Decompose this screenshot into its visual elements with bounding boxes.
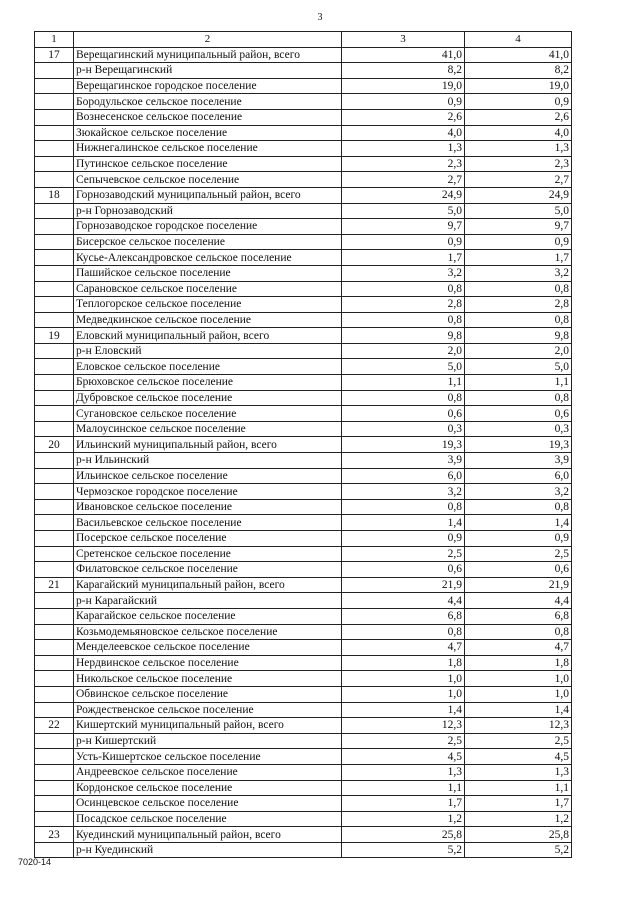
row-value-3: 2,3 [342, 156, 465, 172]
table-row [35, 842, 572, 858]
row-value-4: 3,2 [465, 484, 572, 500]
row-value-3: 41,0 [342, 47, 465, 63]
row-number [35, 515, 74, 531]
row-value-4: 1,4 [465, 702, 572, 718]
row-value-4: 9,8 [465, 328, 572, 344]
row-name: Ильинское сельское поселение [74, 468, 342, 484]
row-number: 22 [35, 718, 74, 734]
row-value-3: 1,4 [342, 515, 465, 531]
row-name: р-н Горнозаводский [74, 203, 342, 219]
row-value-3: 1,0 [342, 686, 465, 702]
table-row [35, 499, 572, 515]
row-number [35, 250, 74, 266]
table-row [35, 608, 572, 624]
row-value-4: 1,7 [465, 250, 572, 266]
row-value-3: 1,1 [342, 780, 465, 796]
row-value-4: 3,2 [465, 265, 572, 281]
table-row [35, 234, 572, 250]
row-value-3: 5,0 [342, 203, 465, 219]
table-row [35, 156, 572, 172]
table-row [35, 640, 572, 656]
table-row [35, 593, 572, 609]
table-row [35, 406, 572, 422]
row-name: Куединский муниципальный район, всего [74, 827, 342, 843]
row-value-4: 0,8 [465, 312, 572, 328]
row-value-3: 0,8 [342, 312, 465, 328]
row-value-4: 2,5 [465, 733, 572, 749]
row-value-4: 21,9 [465, 577, 572, 593]
row-number [35, 499, 74, 515]
row-value-3: 2,7 [342, 172, 465, 188]
row-name: Вознесенское сельское поселение [74, 109, 342, 125]
row-number [35, 78, 74, 94]
row-name: Еловское сельское поселение [74, 359, 342, 375]
row-name: Горнозаводский муниципальный район, всего [74, 187, 342, 203]
row-name: Обвинское сельское поселение [74, 686, 342, 702]
row-value-3: 24,9 [342, 187, 465, 203]
row-name: Васильевское сельское поселение [74, 515, 342, 531]
row-number [35, 640, 74, 656]
row-value-4: 0,3 [465, 421, 572, 437]
table-row [35, 796, 572, 812]
row-value-3: 4,7 [342, 640, 465, 656]
row-name: р-н Ильинский [74, 453, 342, 469]
row-value-3: 0,8 [342, 390, 465, 406]
row-value-4: 0,8 [465, 499, 572, 515]
table-row [35, 562, 572, 578]
row-name: Сарановское сельское поселение [74, 281, 342, 297]
row-name: Еловский муниципальный район, всего [74, 328, 342, 344]
row-value-4: 3,9 [465, 453, 572, 469]
row-value-4: 0,8 [465, 390, 572, 406]
table-row [35, 281, 572, 297]
row-value-4: 1,8 [465, 655, 572, 671]
row-value-3: 0,6 [342, 562, 465, 578]
table-row [35, 328, 572, 344]
table-row [35, 63, 572, 79]
row-value-4: 8,2 [465, 63, 572, 79]
row-name: Рождественское сельское поселение [74, 702, 342, 718]
row-value-4: 0,9 [465, 234, 572, 250]
row-value-4: 0,9 [465, 531, 572, 547]
table-row [35, 343, 572, 359]
row-value-3: 3,2 [342, 484, 465, 500]
row-value-4: 4,0 [465, 125, 572, 141]
row-value-3: 1,3 [342, 764, 465, 780]
row-value-3: 0,8 [342, 624, 465, 640]
row-value-4: 1,0 [465, 671, 572, 687]
row-number [35, 94, 74, 110]
row-value-4: 41,0 [465, 47, 572, 63]
row-value-4: 5,0 [465, 359, 572, 375]
row-value-3: 5,2 [342, 842, 465, 858]
row-value-3: 2,0 [342, 343, 465, 359]
row-name: Зюкайское сельское поселение [74, 125, 342, 141]
column-header-name: 2 [74, 32, 342, 48]
row-number [35, 156, 74, 172]
row-name: Бородульское сельское поселение [74, 94, 342, 110]
row-number [35, 484, 74, 500]
row-number [35, 531, 74, 547]
table-row [35, 47, 572, 63]
row-value-3: 5,0 [342, 359, 465, 375]
table-row [35, 250, 572, 266]
row-value-4: 19,0 [465, 78, 572, 94]
row-value-4: 2,6 [465, 109, 572, 125]
row-value-3: 9,8 [342, 328, 465, 344]
row-number [35, 219, 74, 235]
row-name: Кордонское сельское поселение [74, 780, 342, 796]
table-row [35, 733, 572, 749]
table-row [35, 702, 572, 718]
table-row [35, 718, 572, 734]
table-row [35, 203, 572, 219]
table-row [35, 312, 572, 328]
table-row [35, 827, 572, 843]
row-value-3: 3,2 [342, 265, 465, 281]
table-row [35, 546, 572, 562]
row-number: 17 [35, 47, 74, 63]
row-value-4: 6,0 [465, 468, 572, 484]
table-row [35, 172, 572, 188]
row-name: Осинцевское сельское поселение [74, 796, 342, 812]
row-value-3: 12,3 [342, 718, 465, 734]
row-number [35, 141, 74, 157]
row-name: Нердвинское сельское поселение [74, 655, 342, 671]
row-name: Карагайское сельское поселение [74, 608, 342, 624]
row-value-4: 0,9 [465, 94, 572, 110]
row-value-4: 6,8 [465, 608, 572, 624]
row-number [35, 702, 74, 718]
row-value-4: 4,4 [465, 593, 572, 609]
row-value-4: 1,3 [465, 141, 572, 157]
row-number [35, 733, 74, 749]
row-value-4: 0,6 [465, 406, 572, 422]
row-number [35, 343, 74, 359]
row-number [35, 562, 74, 578]
row-number [35, 453, 74, 469]
table-row [35, 297, 572, 313]
table-row [35, 686, 572, 702]
row-number: 21 [35, 577, 74, 593]
table-row [35, 125, 572, 141]
row-number: 19 [35, 328, 74, 344]
row-name: Сепычевское сельское поселение [74, 172, 342, 188]
row-number [35, 468, 74, 484]
row-number [35, 608, 74, 624]
table-row [35, 764, 572, 780]
row-name: Верещагинское городское поселение [74, 78, 342, 94]
row-value-3: 2,6 [342, 109, 465, 125]
table-row [35, 78, 572, 94]
table-row [35, 141, 572, 157]
row-value-3: 19,3 [342, 437, 465, 453]
row-name: Путинское сельское поселение [74, 156, 342, 172]
row-value-3: 1,8 [342, 655, 465, 671]
row-number [35, 125, 74, 141]
row-value-3: 1,2 [342, 811, 465, 827]
row-value-4: 4,5 [465, 749, 572, 765]
row-value-3: 2,8 [342, 297, 465, 313]
row-number [35, 780, 74, 796]
row-value-3: 8,2 [342, 63, 465, 79]
row-value-3: 1,3 [342, 141, 465, 157]
row-value-4: 1,0 [465, 686, 572, 702]
row-name: Кишертский муниципальный район, всего [74, 718, 342, 734]
row-name: Пашийское сельское поселение [74, 265, 342, 281]
row-value-4: 4,7 [465, 640, 572, 656]
column-header-value-4: 4 [465, 32, 572, 48]
table-row [35, 624, 572, 640]
table-row [35, 265, 572, 281]
row-name: Дубровское сельское поселение [74, 390, 342, 406]
row-name: Медведкинское сельское поселение [74, 312, 342, 328]
row-name: Козьмодемьяновское сельское поселение [74, 624, 342, 640]
table-row [35, 515, 572, 531]
row-value-3: 4,5 [342, 749, 465, 765]
row-value-3: 3,9 [342, 453, 465, 469]
row-number [35, 297, 74, 313]
row-value-3: 0,6 [342, 406, 465, 422]
row-number [35, 421, 74, 437]
table-row [35, 390, 572, 406]
row-value-4: 1,4 [465, 515, 572, 531]
table-row [35, 421, 572, 437]
row-value-3: 1,1 [342, 375, 465, 391]
row-number [35, 203, 74, 219]
row-number [35, 63, 74, 79]
row-name: Посадское сельское поселение [74, 811, 342, 827]
row-value-4: 1,1 [465, 375, 572, 391]
row-value-3: 1,7 [342, 250, 465, 266]
table-row [35, 531, 572, 547]
row-number [35, 842, 74, 858]
table-row [35, 780, 572, 796]
row-value-4: 2,0 [465, 343, 572, 359]
row-number [35, 359, 74, 375]
page-number: 3 [317, 12, 323, 23]
row-name: р-н Еловский [74, 343, 342, 359]
row-value-3: 0,9 [342, 234, 465, 250]
row-number [35, 406, 74, 422]
column-header-value-3: 3 [342, 32, 465, 48]
table-header-row [35, 32, 572, 48]
table-row [35, 375, 572, 391]
table-row [35, 577, 572, 593]
row-value-3: 4,0 [342, 125, 465, 141]
table-row [35, 109, 572, 125]
row-number [35, 686, 74, 702]
table-row [35, 187, 572, 203]
row-name: Горнозаводское городское поселение [74, 219, 342, 235]
table-row [35, 219, 572, 235]
table-row [35, 359, 572, 375]
row-number [35, 624, 74, 640]
document-code: 7020-14 [18, 857, 52, 867]
table-row [35, 94, 572, 110]
row-name: Чермозское городское поселение [74, 484, 342, 500]
row-value-4: 0,8 [465, 281, 572, 297]
row-value-3: 21,9 [342, 577, 465, 593]
row-number [35, 546, 74, 562]
row-name: Ивановское сельское поселение [74, 499, 342, 515]
row-value-3: 2,5 [342, 546, 465, 562]
row-value-4: 2,3 [465, 156, 572, 172]
row-number: 23 [35, 827, 74, 843]
row-name: р-н Куединский [74, 842, 342, 858]
table-row [35, 749, 572, 765]
row-number [35, 671, 74, 687]
row-number [35, 234, 74, 250]
row-name: Сугановское сельское поселение [74, 406, 342, 422]
row-number: 18 [35, 187, 74, 203]
row-value-4: 1,7 [465, 796, 572, 812]
row-value-4: 2,7 [465, 172, 572, 188]
row-value-3: 25,8 [342, 827, 465, 843]
row-value-3: 0,9 [342, 94, 465, 110]
row-value-3: 9,7 [342, 219, 465, 235]
row-value-3: 0,9 [342, 531, 465, 547]
row-value-4: 2,8 [465, 297, 572, 313]
row-name: Филатовское сельское поселение [74, 562, 342, 578]
row-value-4: 12,3 [465, 718, 572, 734]
row-number [35, 593, 74, 609]
table-row [35, 811, 572, 827]
row-value-3: 19,0 [342, 78, 465, 94]
row-name: Менделеевское сельское поселение [74, 640, 342, 656]
row-name: Никольское сельское поселение [74, 671, 342, 687]
row-number [35, 796, 74, 812]
row-value-3: 0,8 [342, 281, 465, 297]
table-row [35, 655, 572, 671]
budget-table [34, 31, 572, 858]
row-number [35, 764, 74, 780]
row-name: Андреевское сельское поселение [74, 764, 342, 780]
row-value-3: 1,0 [342, 671, 465, 687]
row-value-3: 0,8 [342, 499, 465, 515]
row-name: Сретенское сельское поселение [74, 546, 342, 562]
row-name: р-н Верещагинский [74, 63, 342, 79]
row-number [35, 811, 74, 827]
table-row [35, 453, 572, 469]
row-name: Верещагинский муниципальный район, всего [74, 47, 342, 63]
row-number [35, 281, 74, 297]
table-row [35, 671, 572, 687]
row-number [35, 265, 74, 281]
row-name: Посерское сельское поселение [74, 531, 342, 547]
column-header-number: 1 [35, 32, 74, 48]
row-number [35, 390, 74, 406]
row-value-3: 4,4 [342, 593, 465, 609]
row-name: Брюховское сельское поселение [74, 375, 342, 391]
row-number: 20 [35, 437, 74, 453]
row-name: Малоусинское сельское поселение [74, 421, 342, 437]
row-value-4: 1,2 [465, 811, 572, 827]
row-number [35, 109, 74, 125]
row-value-4: 9,7 [465, 219, 572, 235]
row-number [35, 172, 74, 188]
row-name: Нижнегалинское сельское поселение [74, 141, 342, 157]
row-value-4: 25,8 [465, 827, 572, 843]
row-name: Кусье-Александровское сельское поселение [74, 250, 342, 266]
row-name: Бисерское сельское поселение [74, 234, 342, 250]
row-number [35, 375, 74, 391]
row-number [35, 655, 74, 671]
row-value-4: 0,8 [465, 624, 572, 640]
row-value-4: 1,1 [465, 780, 572, 796]
row-value-4: 1,3 [465, 764, 572, 780]
row-name: Ильинский муниципальный район, всего [74, 437, 342, 453]
table-row [35, 484, 572, 500]
row-name: р-н Кишертский [74, 733, 342, 749]
row-value-4: 24,9 [465, 187, 572, 203]
row-name: Теплогорское сельское поселение [74, 297, 342, 313]
row-value-4: 5,0 [465, 203, 572, 219]
row-value-3: 2,5 [342, 733, 465, 749]
row-value-3: 6,0 [342, 468, 465, 484]
row-value-3: 6,8 [342, 608, 465, 624]
table-row [35, 437, 572, 453]
row-number [35, 749, 74, 765]
row-number [35, 312, 74, 328]
row-value-3: 1,4 [342, 702, 465, 718]
row-name: Карагайский муниципальный район, всего [74, 577, 342, 593]
row-value-4: 5,2 [465, 842, 572, 858]
row-value-3: 1,7 [342, 796, 465, 812]
row-name: р-н Карагайский [74, 593, 342, 609]
row-value-4: 2,5 [465, 546, 572, 562]
row-value-4: 0,6 [465, 562, 572, 578]
row-name: Усть-Кишертское сельское поселение [74, 749, 342, 765]
row-value-3: 0,3 [342, 421, 465, 437]
row-value-4: 19,3 [465, 437, 572, 453]
table-row [35, 468, 572, 484]
